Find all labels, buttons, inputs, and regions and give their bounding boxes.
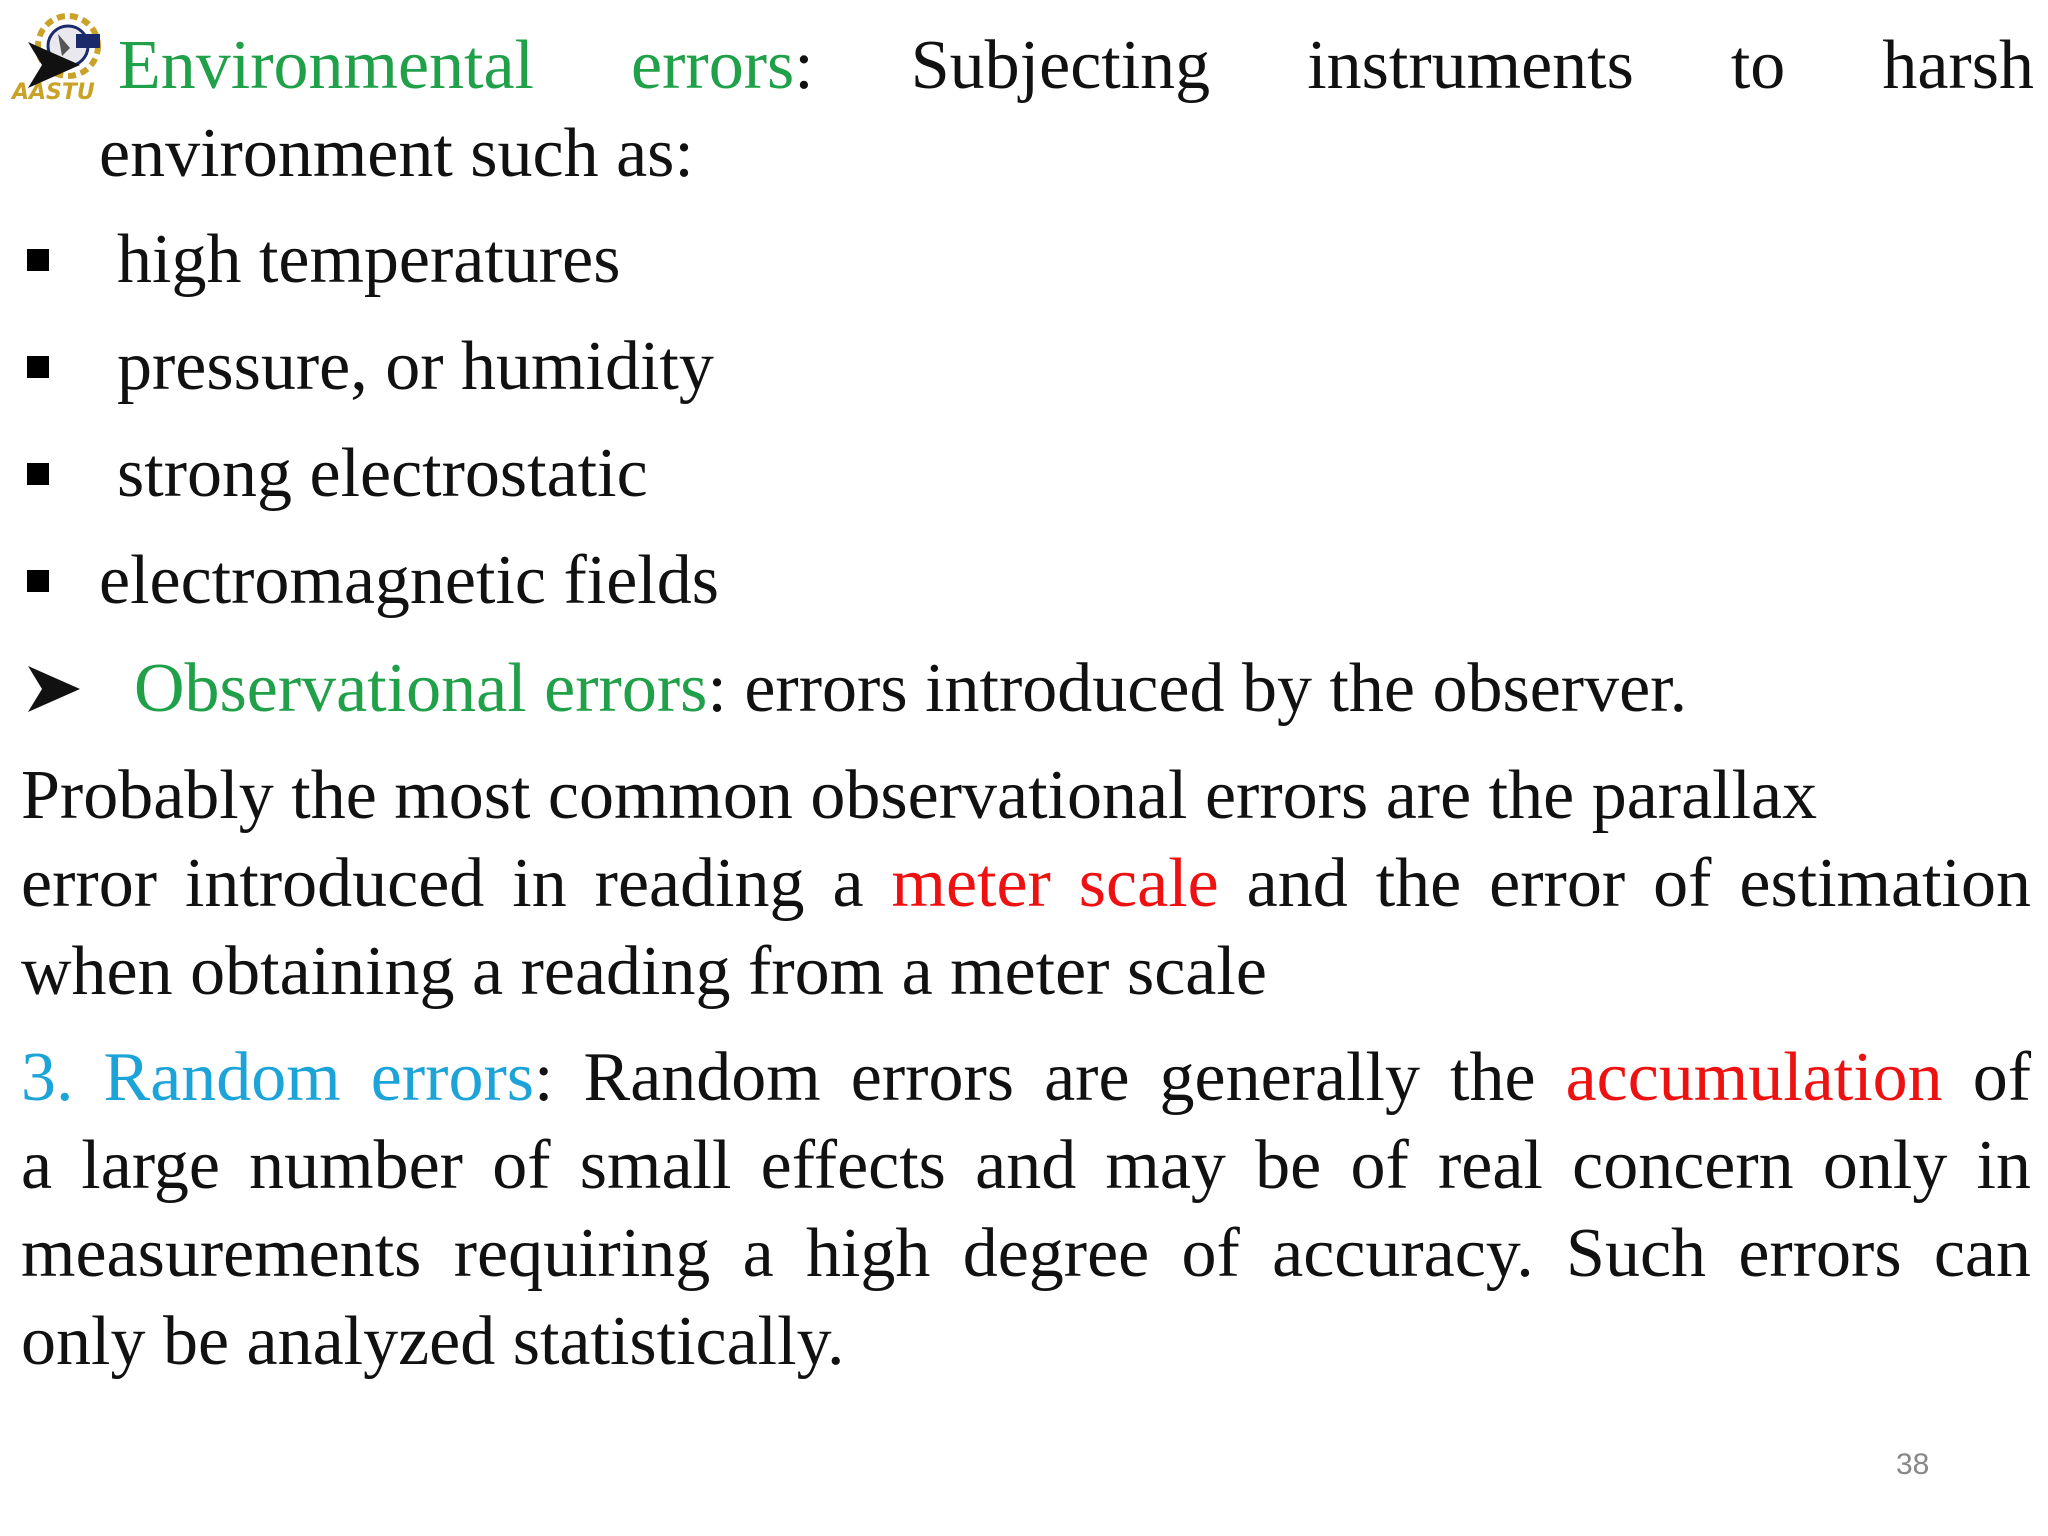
bullet-item: electromagnetic fields xyxy=(99,542,719,619)
page-number: 38 xyxy=(1896,1448,1930,1481)
bullet-item: high temperatures xyxy=(117,221,621,298)
random-errors-term: 3. Random errors xyxy=(21,1039,535,1116)
env-word: instruments xyxy=(1307,27,1634,104)
obs-rest: : errors introduced by the observer. xyxy=(707,650,1688,727)
parallax-paragraph xyxy=(21,752,2031,1016)
environmental-errors-line xyxy=(118,22,2034,110)
paragraph-line: when obtaining a reading from a meter scale xyxy=(21,933,1267,1010)
obs-term: Observational errors xyxy=(134,650,708,727)
accumulation-highlight: accumulation xyxy=(1565,1039,1943,1116)
square-bullet-icon xyxy=(27,356,49,378)
square-bullet-icon xyxy=(27,570,49,592)
logo-text: AASTU xyxy=(12,80,95,104)
paragraph-line: only be analyzed statistically. xyxy=(21,1303,845,1380)
env-word: to xyxy=(1730,27,1786,104)
env-word: Subjecting xyxy=(910,27,1211,104)
paragraph-line: Probably the most common observational errors are the parallax xyxy=(21,757,1818,834)
bullet-item: pressure, or humidity xyxy=(117,328,714,405)
env-term: Environmental xyxy=(118,27,535,104)
arrow-bullet-icon xyxy=(26,40,82,90)
env-term-2: errors: xyxy=(631,27,814,104)
square-bullet-icon xyxy=(27,463,49,485)
bullet-item: strong electrostatic xyxy=(117,435,648,512)
paragraph-line: error introduced in reading a meter scale and the error of estimation xyxy=(21,845,2031,922)
paragraph-line: a large number of small effects and may be of real concern only in xyxy=(21,1127,2031,1204)
env-continuation: environment such as: xyxy=(99,115,694,192)
observational-errors-line xyxy=(134,645,1687,733)
env-word: harsh xyxy=(1882,27,2034,104)
arrow-bullet-icon xyxy=(26,664,82,714)
paragraph-line: 3. Random errors: Random errors are generally the accumulation of xyxy=(21,1039,2032,1116)
meter-scale-highlight: meter scale xyxy=(891,845,1219,922)
square-bullet-icon xyxy=(27,249,49,271)
random-errors-paragraph xyxy=(21,1034,2031,1386)
paragraph-line: measurements requiring a high degree of accuracy. Such errors can xyxy=(21,1215,2031,1292)
